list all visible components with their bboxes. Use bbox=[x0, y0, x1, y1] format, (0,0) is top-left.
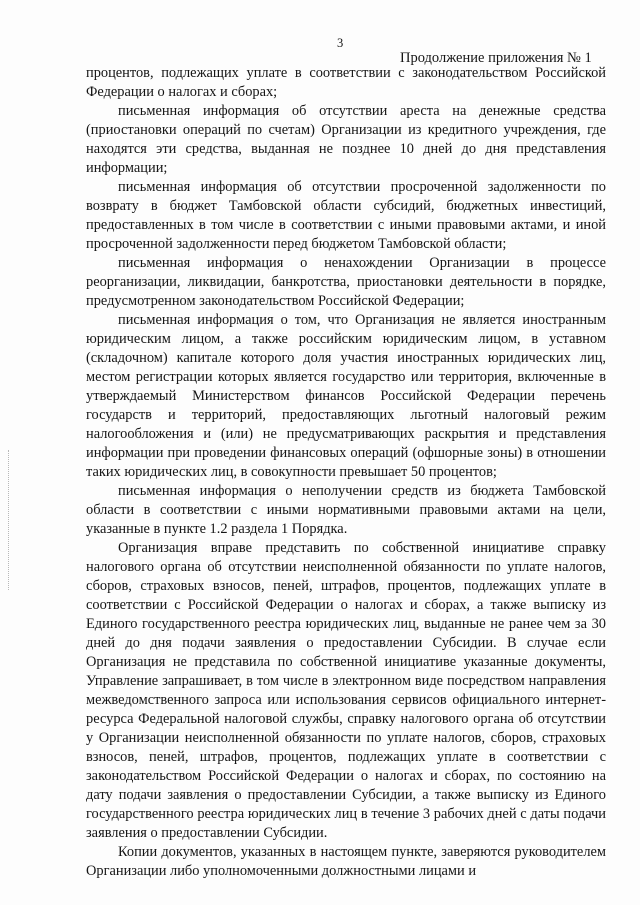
paragraph-arrest-info: письменная информация об отсутствии ареста на денежные средства (приостановки операций по счетам) Организации из кредитного учреждения, где находятся эти средства, выданная не позднее 10 дней до дня представления информации; bbox=[86, 103, 606, 176]
paragraph-tax-certificate: Организация вправе представить по собственной инициативе справку налогового органа об отсутствии неисполненной обязанности по уплате налогов, сборов, страховых взносов, пеней, штрафов, процентов, подлежащих уплате в соответствии с Российской Федерации о налогах и сборах, а также выписку из Единого государственного реестра юридических лиц, выданные не ранее чем за 30 дней до дня подачи заявления о предоставлении Субсидии. В случае если Организация не представила по собственной инициативе указанные документы, Управление запрашивает, в том числе в электронном виде посредством направления межведомственного запроса или использования сервисов официального интернет-ресурса Федеральной налоговой службы, справку налогового органа об отсутствии у Организации неисполненной обязанности по уплате налогов, сборов, страховых взносов, пеней, штрафов, процентов, подлежащих уплате в соответствии с законодательством Российской Федерации о налогах и сборах, по состоянию на дату подачи заявления о предоставлении Субсидии, а также выписку из Единого государственного реестра юридических лиц в течение 3 рабочих дней с даты подачи заявления о предоставлении Субсидии. bbox=[86, 540, 606, 841]
paragraph-no-funds-info: письменная информация о неполучении средств из бюджета Тамбовской области в соответствии с иными нормативными правовыми актами на цели, указанные в пункте 1.2 раздела 1 Порядка. bbox=[86, 483, 606, 537]
page-number: 3 bbox=[337, 36, 344, 50]
paragraph-overdue-debt-info: письменная информация об отсутствии просроченной задолженности по возврату в бюджет Тамбовской области субсидий, бюджетных инвестиций, предоставленных в том числе в соответствии с иными правовыми актами, и иной просроченной задолженности перед бюджетом Тамбовской области; bbox=[86, 179, 606, 252]
appendix-continuation-note: Продолжение приложения № 1 bbox=[400, 50, 592, 66]
margin-scan-mark bbox=[8, 450, 17, 590]
paragraph-document-copies: Копии документов, указанных в настоящем пункте, заверяются руководителем Организации либо уполномоченными должностными лицами и bbox=[86, 844, 606, 879]
document-body bbox=[86, 64, 606, 881]
paragraph-reorganization-info: письменная информация о ненахождении Организации в процессе реорганизации, ликвидации, банкротства, приостановки деятельности в порядке, предусмотренном законодательством Российской Федерации; bbox=[86, 255, 606, 309]
paragraph-foreign-entity-info: письменная информация о том, что Организация не является иностранным юридическим лицом, а также российским юридическим лицом, в уставном (складочном) капитале которого доля участия иностранных юридических лиц, местом регистрации которых является государство или территория, включенные в утверждаемый Министерством финансов Российской Федерации перечень государств и территорий, предоставляющих льготный налоговый режим налогообложения и (или) не предусматривающих раскрытия и представления информации при проведении финансовых операций (офшорные зоны) в отношении таких юридических лиц, в совокупности превышает 50 процентов; bbox=[86, 312, 606, 480]
paragraph-continuation: процентов, подлежащих уплате в соответствии с законодательством Российской Федерации о налогах и сборах; bbox=[86, 65, 606, 100]
